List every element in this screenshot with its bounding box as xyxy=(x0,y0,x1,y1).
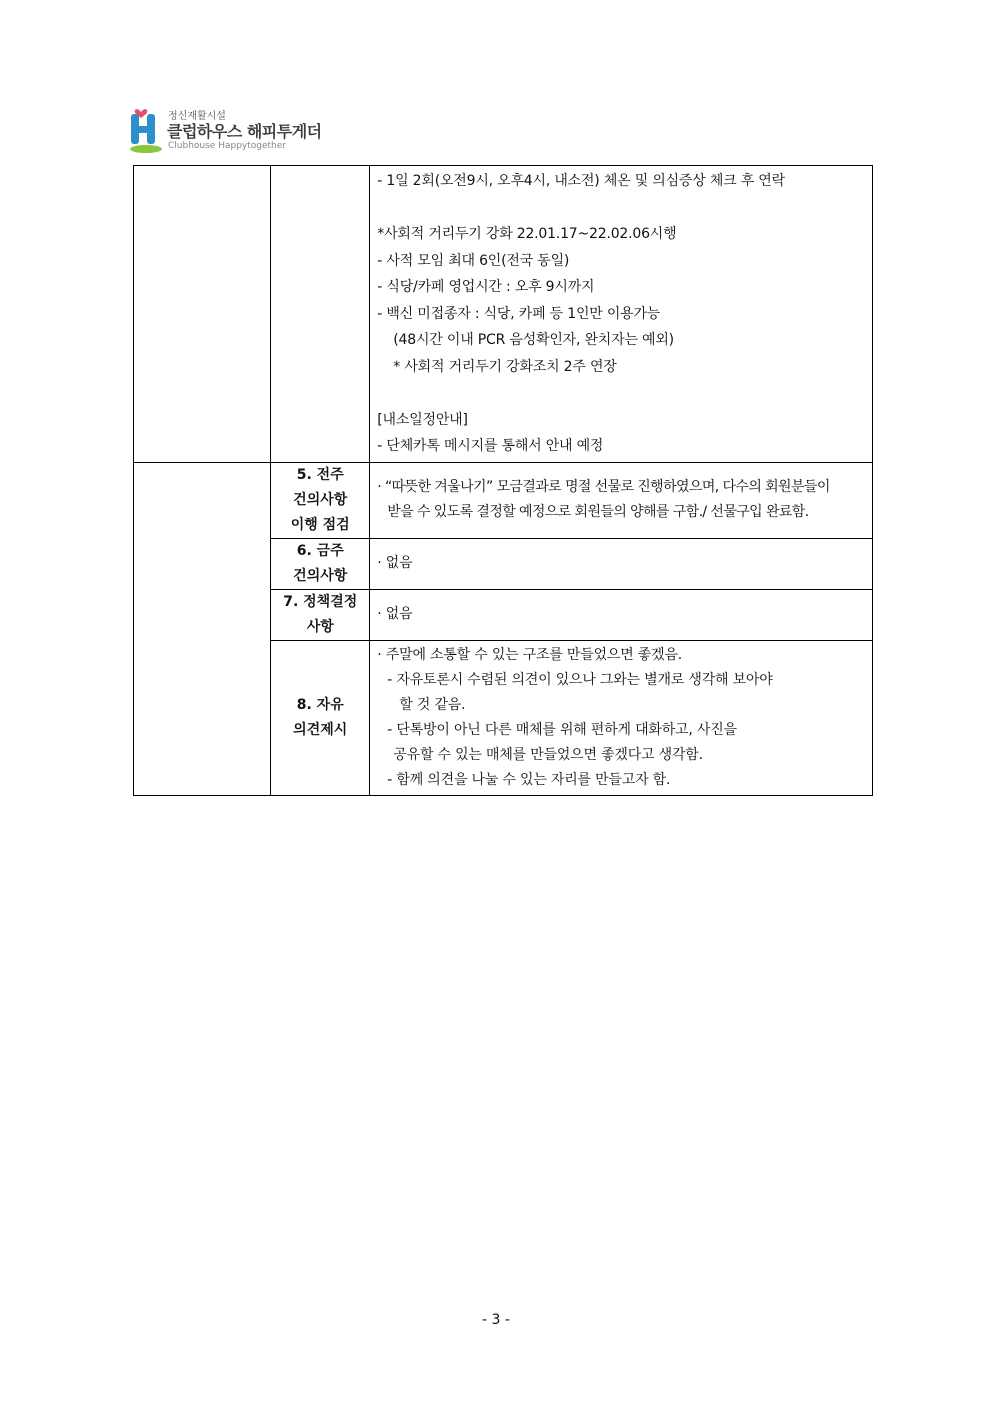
logo-english-name: Clubhouse Happytogether xyxy=(168,141,286,151)
section-5-content xyxy=(370,462,873,538)
section-label-cell xyxy=(271,166,370,463)
notice-line: * 사회적 거리두기 강화조치 2주 연장 xyxy=(393,358,617,375)
logo-h-mark-icon xyxy=(128,104,164,156)
content-line: · 없음 xyxy=(377,555,413,572)
content-line: - 자유토론시 수렴된 의견이 있으나 그와는 별개로 생각해 보아야 xyxy=(387,671,773,688)
category-cell xyxy=(134,462,271,795)
section-7-label: 7. 정책결정 사항 xyxy=(271,589,370,640)
content-line: · 없음 xyxy=(377,606,413,623)
clubhouse-logo xyxy=(128,104,388,156)
section-6-label: 6. 금주 건의사항 xyxy=(271,538,370,589)
content-line: - 함께 의견을 나눌 수 있는 자리를 만들고자 함. xyxy=(387,771,671,788)
category-cell xyxy=(134,166,271,463)
section-7-content xyxy=(370,589,873,640)
table-row xyxy=(134,166,873,463)
content-line: · “따뜻한 겨울나기” 모금결과로 명절 선물로 진행하였으며, 다수의 회원분들이 xyxy=(377,479,830,495)
notice-line: *사회적 거리두기 강화 22.01.17~22.02.06시행 xyxy=(377,226,677,242)
spacer xyxy=(377,195,866,222)
notice-line: - 단체카톡 메시지를 통해서 안내 예정 xyxy=(377,438,604,454)
notice-line: - 식당/카페 영업시간 : 오후 9시까지 xyxy=(377,279,595,295)
meeting-minutes-table xyxy=(133,165,873,796)
notice-line: - 1일 2회(오전9시, 오후4시, 내소전) 체온 및 의심증상 체크 후 연락 xyxy=(377,173,785,189)
notice-line: - 사적 모임 최대 6인(전국 동일) xyxy=(377,252,570,269)
content-line: - 단톡방이 아닌 다른 매체를 위해 편하게 대화하고, 사진을 xyxy=(387,721,737,738)
page-number: - 3 - xyxy=(482,1312,510,1328)
content-line: 공유할 수 있는 매체를 만들었으면 좋겠다고 생각함. xyxy=(393,746,703,763)
content-line: · 주말에 소통할 수 있는 구조를 만들었으면 좋겠음. xyxy=(377,646,683,663)
section-8-content xyxy=(370,640,873,795)
content-line: 받을 수 있도록 결정할 예정으로 회원들의 양해를 구함./ 선물구입 완료함. xyxy=(387,504,809,520)
spacer xyxy=(377,380,866,407)
notice-line: [내소일정안내] xyxy=(377,411,468,428)
notice-content-cell xyxy=(370,166,873,463)
logo-title: 클럽하우스 해피투게더 xyxy=(167,122,322,141)
table-row xyxy=(134,462,873,538)
notice-line: - 백신 미접종자 : 식당, 카페 등 1인만 이용가능 xyxy=(377,305,661,322)
notice-line: (48시간 이내 PCR 음성확인자, 완치자는 예외) xyxy=(393,332,674,348)
section-5-label: 5. 전주 건의사항 이행 점검 xyxy=(271,462,370,538)
content-line: 할 것 같음. xyxy=(399,696,466,713)
logo-subtitle: 정신재활시설 xyxy=(168,111,226,122)
section-6-content xyxy=(370,538,873,589)
section-8-label: 8. 자유 의견제시 xyxy=(271,640,370,795)
